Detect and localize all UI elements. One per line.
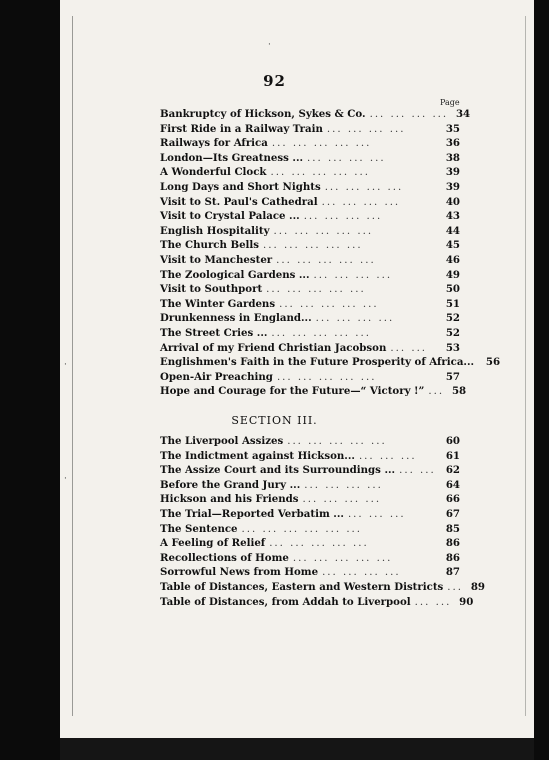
contents-entry: [160, 268, 460, 283]
entry-page-number: 85: [445, 522, 460, 535]
contents-entry: [160, 449, 460, 464]
entry-leader: ... ... ... ...: [369, 109, 449, 120]
contents-entry: [160, 195, 460, 210]
entry-title: Bankruptcy of Hickson, Sykes & Co.: [160, 108, 366, 120]
contents-entry: [160, 151, 460, 166]
entry-leader: ... ... ... ... ...: [263, 240, 363, 252]
entry-title: Railways for Africa: [160, 137, 268, 150]
entry-title: The Winter Gardens: [160, 297, 276, 310]
contents-entry: [160, 536, 460, 551]
entry-page-number: 66: [445, 493, 460, 506]
entry-title: Drunkenness in England...: [160, 312, 312, 325]
entry-leader: ...: [428, 386, 445, 398]
entry-leader: ... ... ... ...: [302, 494, 382, 506]
contents-entry: [160, 492, 460, 507]
entry-leader: ... ... ... ...: [313, 269, 393, 281]
contents-entry: [160, 434, 460, 449]
entry-title: The Assize Court and its Surroundings ...: [160, 464, 396, 477]
entry-leader: ... ...: [399, 465, 436, 477]
entry-title: The Zoological Gardens ...: [160, 268, 310, 281]
contents-entry: [160, 253, 460, 268]
scan-speck: ·: [64, 474, 67, 484]
entry-title: Open-Air Preaching: [160, 370, 273, 383]
entry-page-number: 90: [459, 595, 474, 608]
entry-title: Table of Distances, Eastern and Western Districts: [160, 580, 444, 593]
entry-title: London—Its Greatness ...: [160, 151, 304, 164]
entry-page-number: 53: [445, 341, 460, 354]
contents-entry: [160, 297, 460, 312]
entry-title: The Sentence: [160, 522, 238, 535]
entry-title: Hope and Courage for the Future—“ Victory !”: [160, 385, 425, 398]
entry-page-number: 46: [445, 253, 460, 266]
entry-leader: ... ... ... ...: [303, 211, 383, 223]
entry-page-number: 52: [445, 326, 460, 339]
entry-leader: ... ... ... ... ...: [279, 298, 379, 310]
entry-leader: ... ... ... ...: [315, 313, 395, 325]
entry-leader: ... ... ...: [358, 450, 417, 462]
entry-title: The Church Bells: [160, 239, 260, 252]
entry-title: A Feeling of Relief: [160, 537, 266, 550]
contents-entry: [160, 209, 460, 224]
entry-leader: ... ...: [414, 596, 452, 608]
entry-leader: ...: [447, 581, 463, 593]
entry-page-number: 64: [445, 478, 460, 491]
entry-page-number: 35: [445, 122, 460, 135]
entry-page-number: 87: [445, 566, 460, 579]
contents-entry: [160, 311, 460, 326]
entry-leader: ... ... ... ...: [324, 181, 404, 193]
entry-page-number: 61: [445, 449, 460, 462]
entry-title: Arrival of my Friend Christian Jacobson: [160, 341, 387, 354]
scan-speck: ·: [64, 360, 67, 370]
entry-title: Hickson and his Friends: [160, 493, 299, 506]
entry-title: English Hospitality: [160, 224, 270, 237]
entry-title: The Street Cries ...: [160, 326, 268, 339]
scan-bottom-edge: [60, 738, 534, 760]
entry-page-number: 39: [445, 180, 460, 193]
entry-leader: ... ... ... ... ...: [269, 538, 369, 550]
entry-page-number: 52: [445, 312, 460, 325]
entry-page-number: 86: [445, 537, 460, 550]
entry-page-number: 45: [445, 239, 460, 252]
contents-entry: [160, 341, 460, 356]
entry-leader: ... ... ... ... ...: [266, 284, 366, 296]
entry-leader: ... ...: [390, 342, 428, 354]
entry-title: First Ride in a Railway Train: [160, 122, 323, 135]
entry-page-number: 57: [445, 370, 460, 383]
entry-leader: ... ... ... ...: [304, 479, 383, 491]
section-heading: SECTION III.: [231, 414, 318, 427]
entry-title: Recollections of Home: [160, 551, 289, 564]
entry-page-number: 86: [445, 551, 460, 564]
contents-entry: [160, 224, 460, 239]
entry-title: Visit to Manchester: [160, 253, 273, 266]
contents-entry: [160, 595, 474, 610]
entry-page-number: 34: [455, 108, 471, 120]
contents-entry: [160, 122, 460, 137]
entry-title: Table of Distances, from Addah to Liverpool: [160, 595, 411, 608]
entry-page-number: 51: [445, 297, 460, 310]
entry-leader: ... ... ... ...: [307, 152, 386, 164]
scan-speck: ·: [268, 40, 271, 50]
contents-entry: [160, 165, 460, 180]
entry-page-number: 44: [445, 224, 460, 237]
entry-leader: ... ... ... ... ...: [271, 138, 372, 150]
entry-title: Visit to Crystal Palace ...: [160, 210, 300, 223]
entry-page-number: 50: [445, 283, 460, 296]
entry-leader: ... ... ... ... ...: [287, 436, 387, 447]
entry-leader: ... ... ... ...: [321, 196, 401, 208]
contents-entry: [160, 580, 485, 595]
entry-title: The Trial—Reported Verbatim ...: [160, 507, 344, 520]
entry-page-number: 67: [445, 507, 460, 520]
entry-title: The Liverpool Assizes: [160, 435, 284, 447]
entry-leader: ... ... ... ... ...: [276, 371, 377, 383]
entry-title: Visit to St. Paul's Cathedral: [160, 195, 318, 208]
entry-leader: ... ... ... ... ...: [273, 225, 374, 237]
entry-page-number: 58: [451, 385, 467, 398]
entry-leader: ... ... ... ...: [326, 123, 406, 135]
contents-entry: [160, 463, 460, 478]
entry-title: A Wonderful Clock: [160, 166, 267, 179]
entry-leader: ... ... ... ... ...: [270, 167, 371, 179]
contents-entry: [160, 238, 460, 253]
entry-title: Before the Grand Jury ...: [160, 478, 301, 491]
contents-entry: [160, 522, 460, 537]
entry-page-number: 89: [470, 580, 485, 593]
contents-entry: [160, 551, 460, 566]
contents-entry: [160, 355, 501, 370]
entry-page-number: 60: [445, 435, 460, 447]
entry-page-number: 36: [445, 137, 460, 150]
entry-leader: ... ... ... ...: [322, 567, 401, 579]
entry-title: Long Days and Short Nights: [160, 180, 321, 193]
entry-page-number: 39: [445, 166, 460, 179]
page-number: 92: [263, 72, 286, 90]
contents-entry: [160, 136, 460, 151]
contents-entry: [160, 384, 467, 399]
contents-entry: [160, 478, 460, 493]
page-column-label: Page: [440, 98, 460, 107]
entry-leader: ... ... ... ... ...: [276, 254, 376, 266]
contents-entry: [160, 565, 460, 580]
entry-title: Sorrowful News from Home: [160, 566, 319, 579]
entry-page-number: 40: [445, 195, 460, 208]
contents-list-section-three: [160, 434, 485, 609]
contents-entry: [160, 326, 460, 341]
entry-title: Englishmen's Faith in the Future Prosperity of Africa...: [160, 356, 475, 369]
contents-entry: [160, 282, 460, 297]
entry-leader: ... ... ... ... ...: [271, 327, 371, 339]
entry-leader: ... ... ... ... ...: [292, 552, 393, 564]
contents-entry: [160, 107, 471, 122]
entry-page-number: 49: [445, 268, 460, 281]
contents-entry: [160, 507, 460, 522]
entry-page-number: 56: [485, 356, 501, 369]
entry-page-number: 43: [445, 210, 460, 223]
entry-leader: ... ... ... ... ... ...: [241, 523, 363, 535]
contents-list-section-two: [160, 107, 501, 399]
contents-entry: [160, 180, 460, 195]
entry-page-number: 38: [445, 151, 460, 164]
contents-entry: [160, 370, 460, 385]
entry-title: Visit to Southport: [160, 283, 263, 296]
entry-leader: ... ... ...: [347, 508, 406, 520]
entry-title: The Indictment against Hickson...: [160, 449, 355, 462]
entry-page-number: 62: [445, 464, 460, 477]
